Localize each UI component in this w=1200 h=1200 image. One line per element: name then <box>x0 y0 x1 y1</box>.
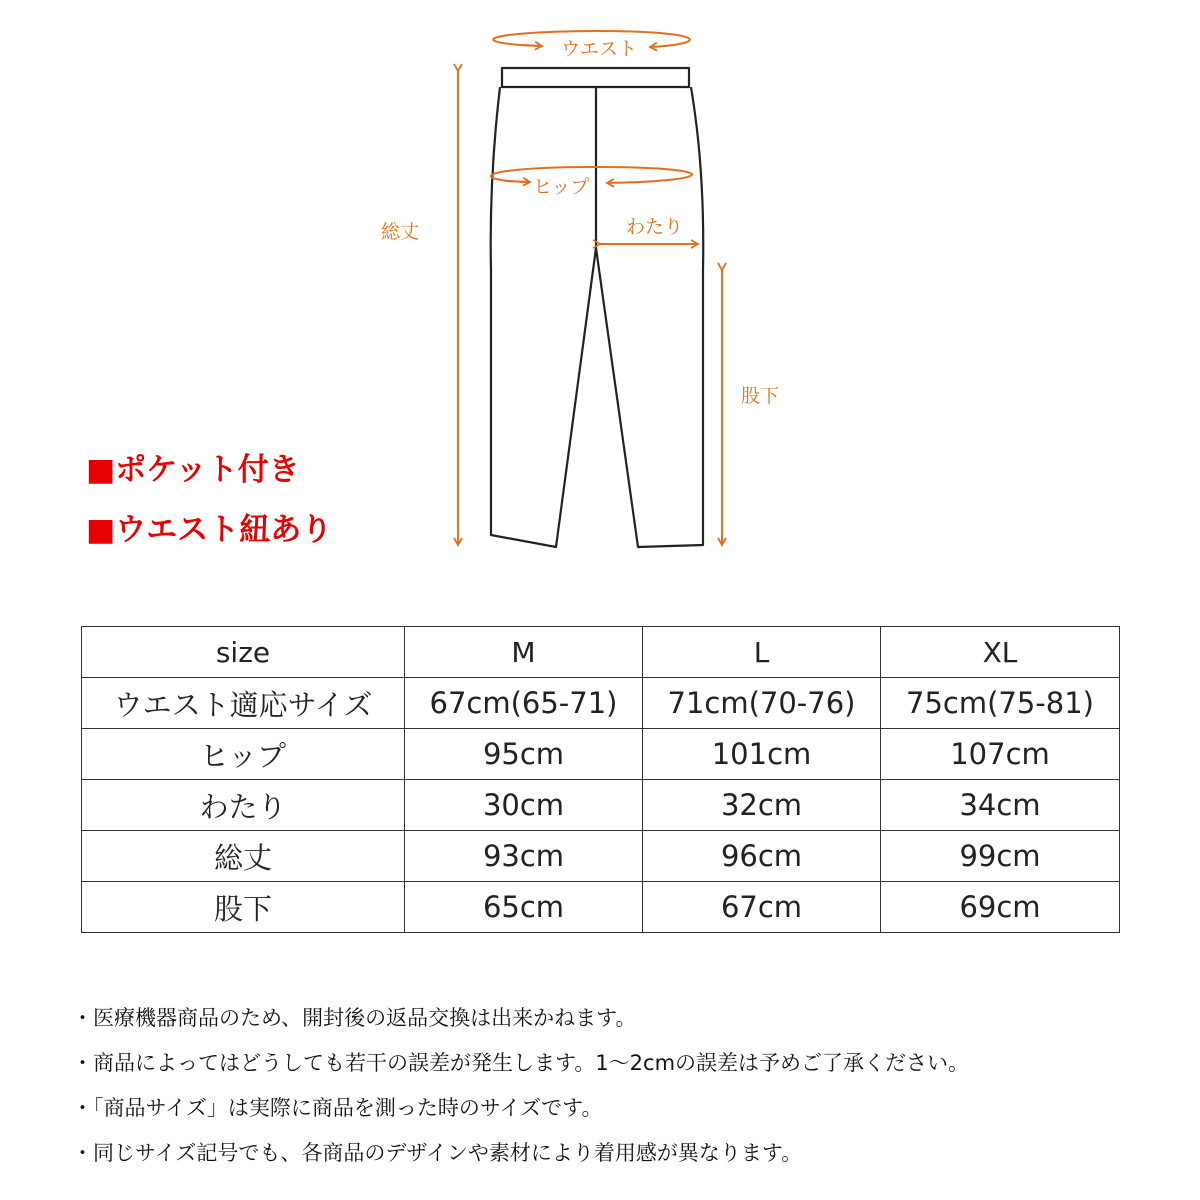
total-length-measure <box>381 71 458 545</box>
note-item: ・「商品サイズ」は実際に商品を測った時のサイズです。 <box>72 1096 603 1120</box>
feature-waist-cord: ■ウエスト紐あり <box>86 512 333 548</box>
feature-pocket: ■ポケット付き <box>86 452 300 488</box>
table-cell: 67cm <box>643 882 881 933</box>
header-size: size <box>82 627 405 678</box>
table-cell: 67cm(65-71) <box>405 678 643 729</box>
row-label: わたり <box>82 780 405 831</box>
table-cell: 34cm <box>881 780 1120 831</box>
table-cell: 107cm <box>881 729 1120 780</box>
table-row <box>82 729 1120 780</box>
header-xl: XL <box>881 627 1120 678</box>
table-cell: 32cm <box>643 780 881 831</box>
hip-label: ヒップ <box>533 176 590 198</box>
table-cell: 71cm(70-76) <box>643 678 881 729</box>
waist-label: ウエスト <box>561 38 638 60</box>
thigh-measure <box>600 216 698 244</box>
header-l: L <box>643 627 881 678</box>
inseam-measure <box>722 270 779 545</box>
table-cell: 65cm <box>405 882 643 933</box>
table-row <box>82 831 1120 882</box>
inseam-label: 股下 <box>741 385 780 407</box>
table-cell: 69cm <box>881 882 1120 933</box>
note-item: ・商品によってはどうしても若干の誤差が発生します。1〜2cmの誤差は予めご了承ください。 <box>72 1051 970 1075</box>
row-label: 総丈 <box>82 831 405 882</box>
table-row <box>82 780 1120 831</box>
hip-measure <box>491 167 692 198</box>
pants-right-side <box>596 87 703 547</box>
row-label: ヒップ <box>82 729 405 780</box>
table-cell: 30cm <box>405 780 643 831</box>
table-cell: 95cm <box>405 729 643 780</box>
table-cell: 101cm <box>643 729 881 780</box>
waist-measure <box>493 31 690 60</box>
thigh-label: わたり <box>626 216 684 238</box>
table-cell: 96cm <box>643 831 881 882</box>
table-cell: 93cm <box>405 831 643 882</box>
table-row <box>82 882 1120 933</box>
notes-list <box>72 996 969 1176</box>
table-cell: 75cm(75-81) <box>881 678 1120 729</box>
table-cell: 99cm <box>881 831 1120 882</box>
pants-left-side <box>491 87 596 547</box>
waistband <box>502 68 689 87</box>
table-row <box>82 678 1120 729</box>
note-item: ・医療機器商品のため、開封後の返品交換は出来かねます。 <box>72 1006 637 1030</box>
note-item: ・同じサイズ記号でも、各商品のデザインや素材により着用感が異なります。 <box>72 1141 803 1165</box>
size-table <box>81 626 1120 933</box>
row-label: 股下 <box>82 882 405 933</box>
row-label: ウエスト適応サイズ <box>82 678 405 729</box>
header-m: M <box>405 627 643 678</box>
feature-list <box>86 440 332 560</box>
pants-outline <box>491 68 704 547</box>
total-length-label: 総丈 <box>381 221 420 243</box>
table-header-row <box>82 627 1120 678</box>
